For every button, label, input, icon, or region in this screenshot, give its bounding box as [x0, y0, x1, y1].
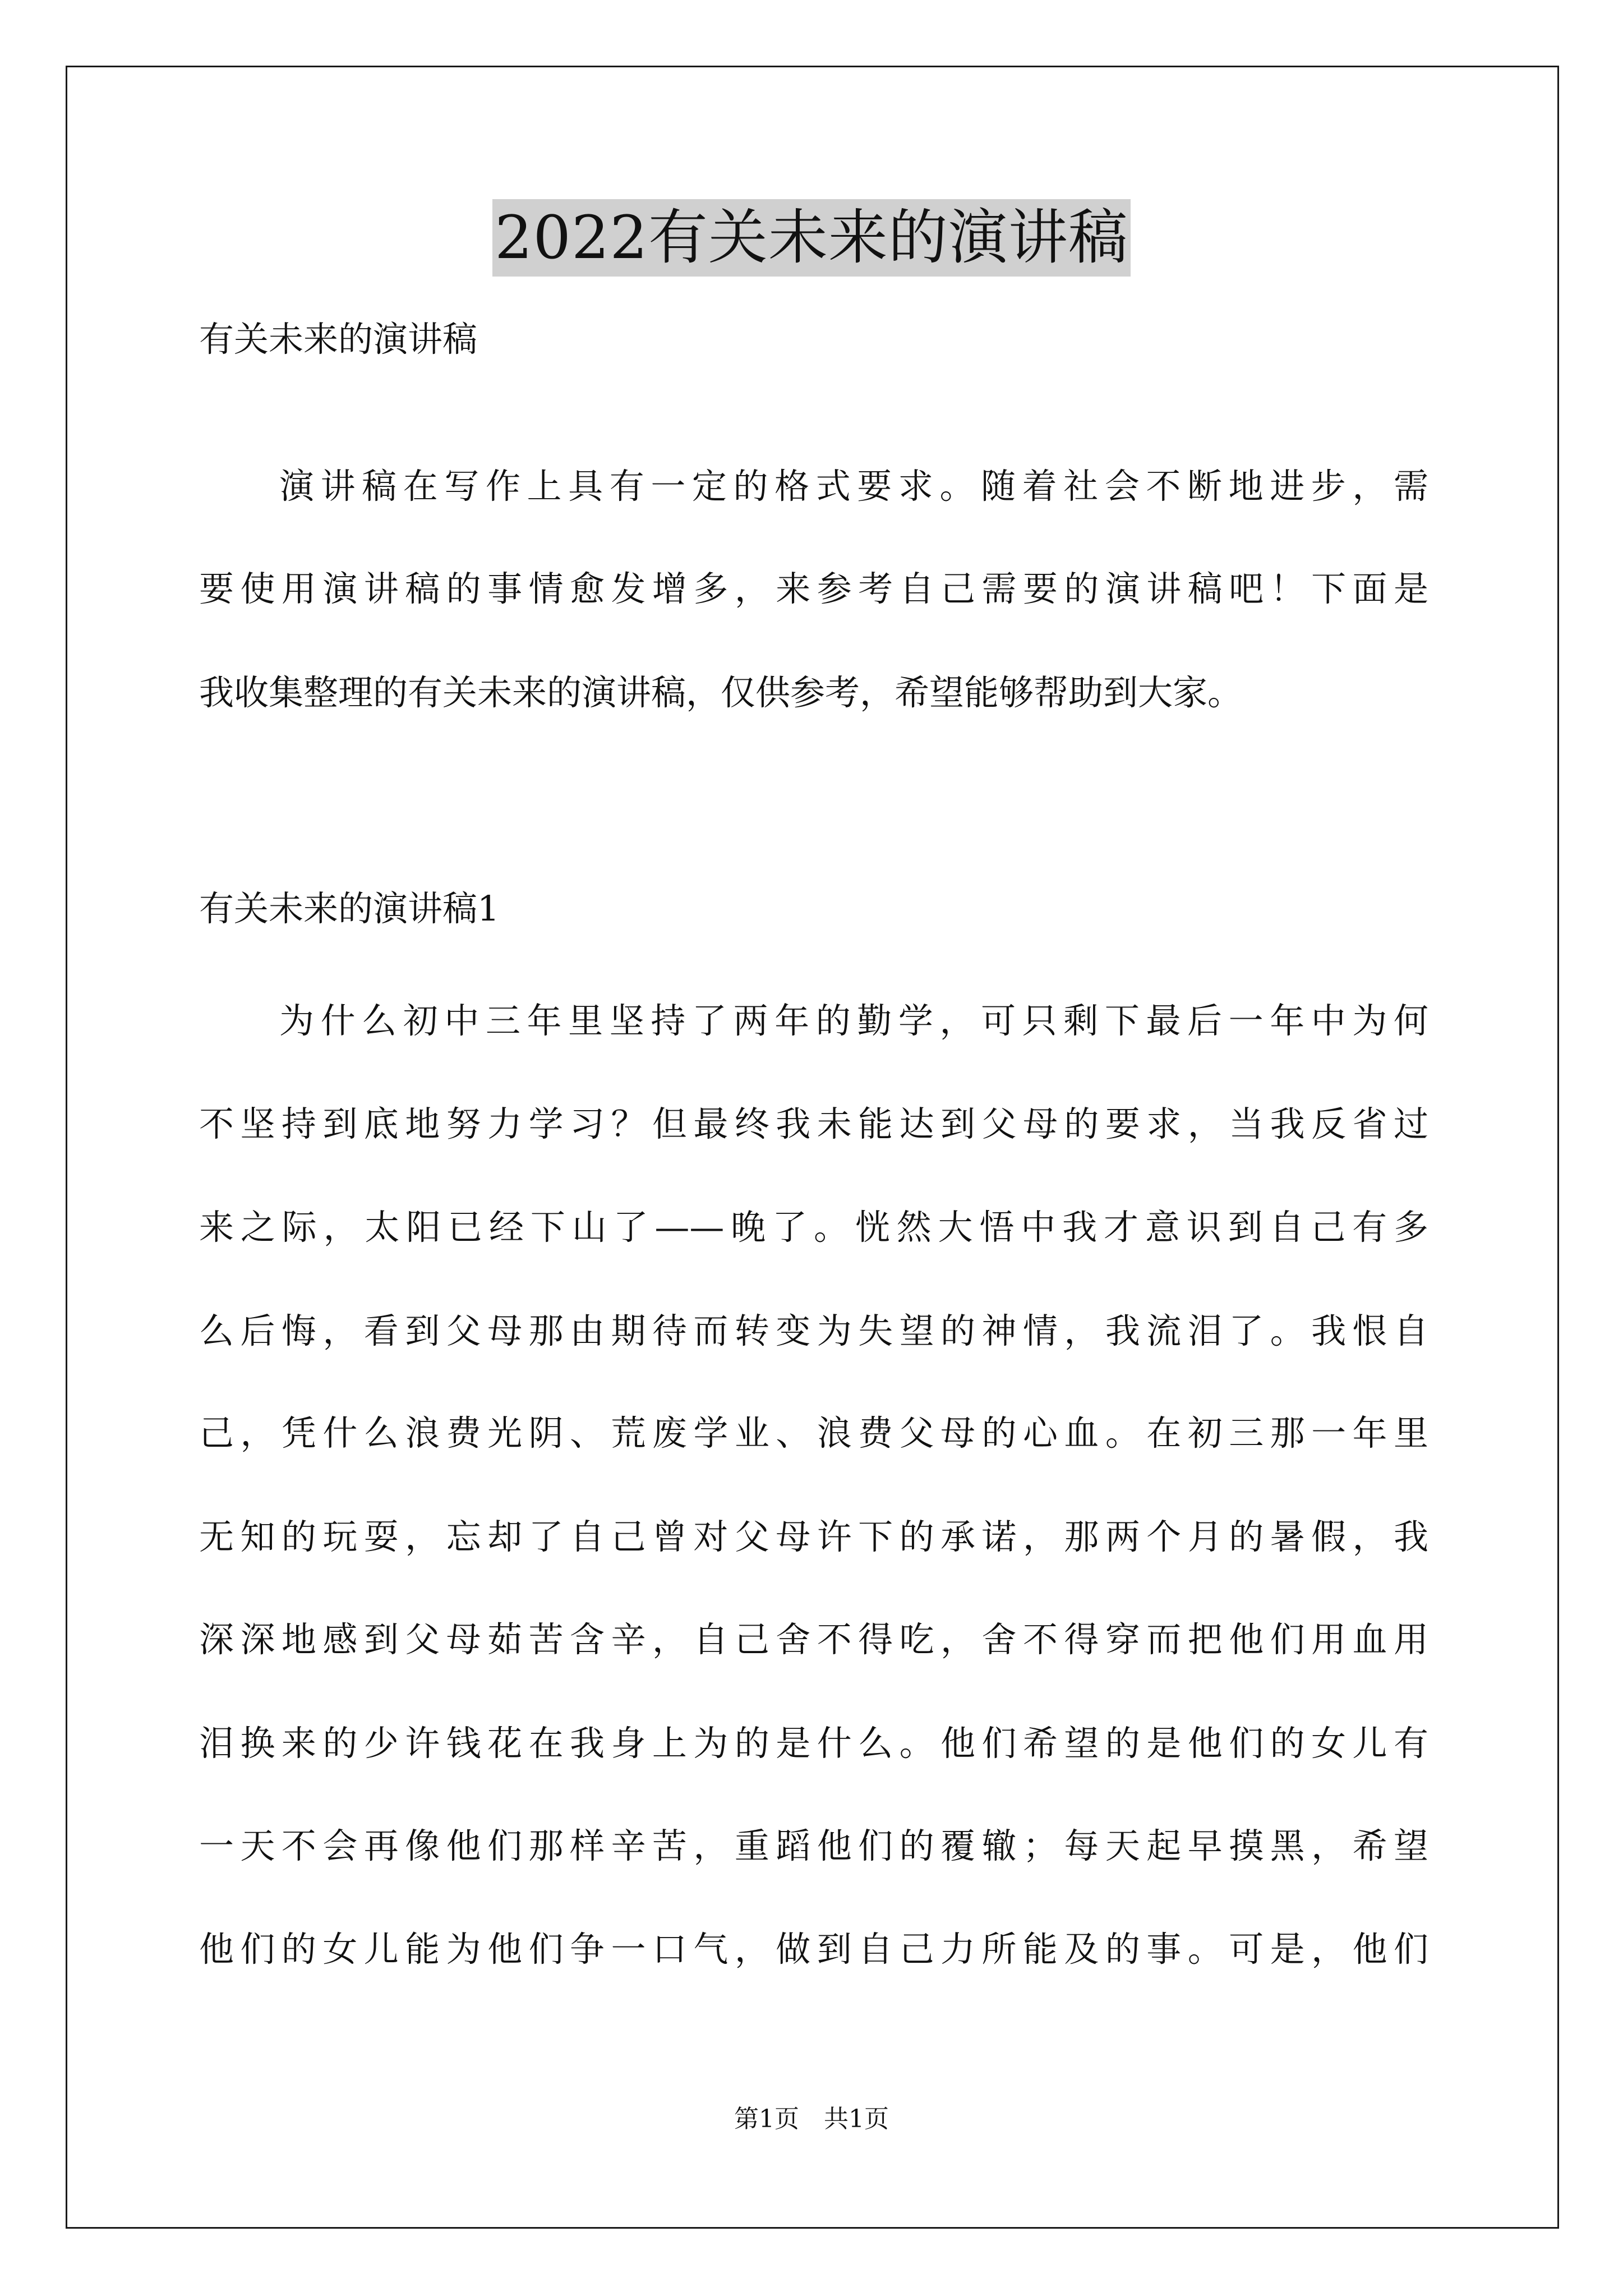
document-title: 2022有关未来的演讲稿	[492, 199, 1131, 277]
body-line: 他们的女儿能为他们争一口气，做到自己力所能及的事。可是，他们	[199, 1929, 1428, 1970]
body-line: 为什么初中三年里坚持了两年的勤学，可只剩下最后一年中为何	[279, 1000, 1428, 1041]
body-line: 不坚持到底地努力学习？但最终我未能达到父母的要求，当我反省过	[199, 1103, 1428, 1144]
intro-line: 演讲稿在写作上具有一定的格式要求。随着社会不断地进步，需	[279, 466, 1428, 507]
intro-line: 要使用演讲稿的事情愈发增多，来参考自己需要的演讲稿吧！下面是	[199, 568, 1428, 609]
page-border	[66, 66, 1559, 2229]
body-line: 己，凭什么浪费光阴、荒废学业、浪费父母的心血。在初三那一年里	[199, 1412, 1428, 1453]
intro-heading: 有关未来的演讲稿	[199, 319, 478, 360]
title-container	[0, 199, 1623, 277]
body-line: 来之际，太阳已经下山了——晚了。恍然大悟中我才意识到自己有多	[199, 1207, 1428, 1248]
body-line: 泪换来的少许钱花在我身上为的是什么。他们希望的是他们的女儿有	[199, 1723, 1428, 1764]
body-line: 么后悔，看到父母那由期待而转变为失望的神情，我流泪了。我恨自	[199, 1310, 1428, 1351]
page-footer: 第1页 共1页	[734, 2105, 889, 2133]
body-line: 一天不会再像他们那样辛苦，重蹈他们的覆辙；每天起早摸黑，希望	[199, 1825, 1428, 1866]
body-line: 深深地感到父母茹苦含辛，自己舍不得吃，舍不得穿而把他们用血用	[199, 1619, 1428, 1660]
section-heading: 有关未来的演讲稿1	[199, 888, 500, 929]
intro-line: 我收集整理的有关未来的演讲稿，仅供参考，希望能够帮助到大家。	[199, 672, 1243, 713]
body-line: 无知的玩耍，忘却了自己曾对父母许下的承诺，那两个月的暑假，我	[199, 1516, 1428, 1557]
